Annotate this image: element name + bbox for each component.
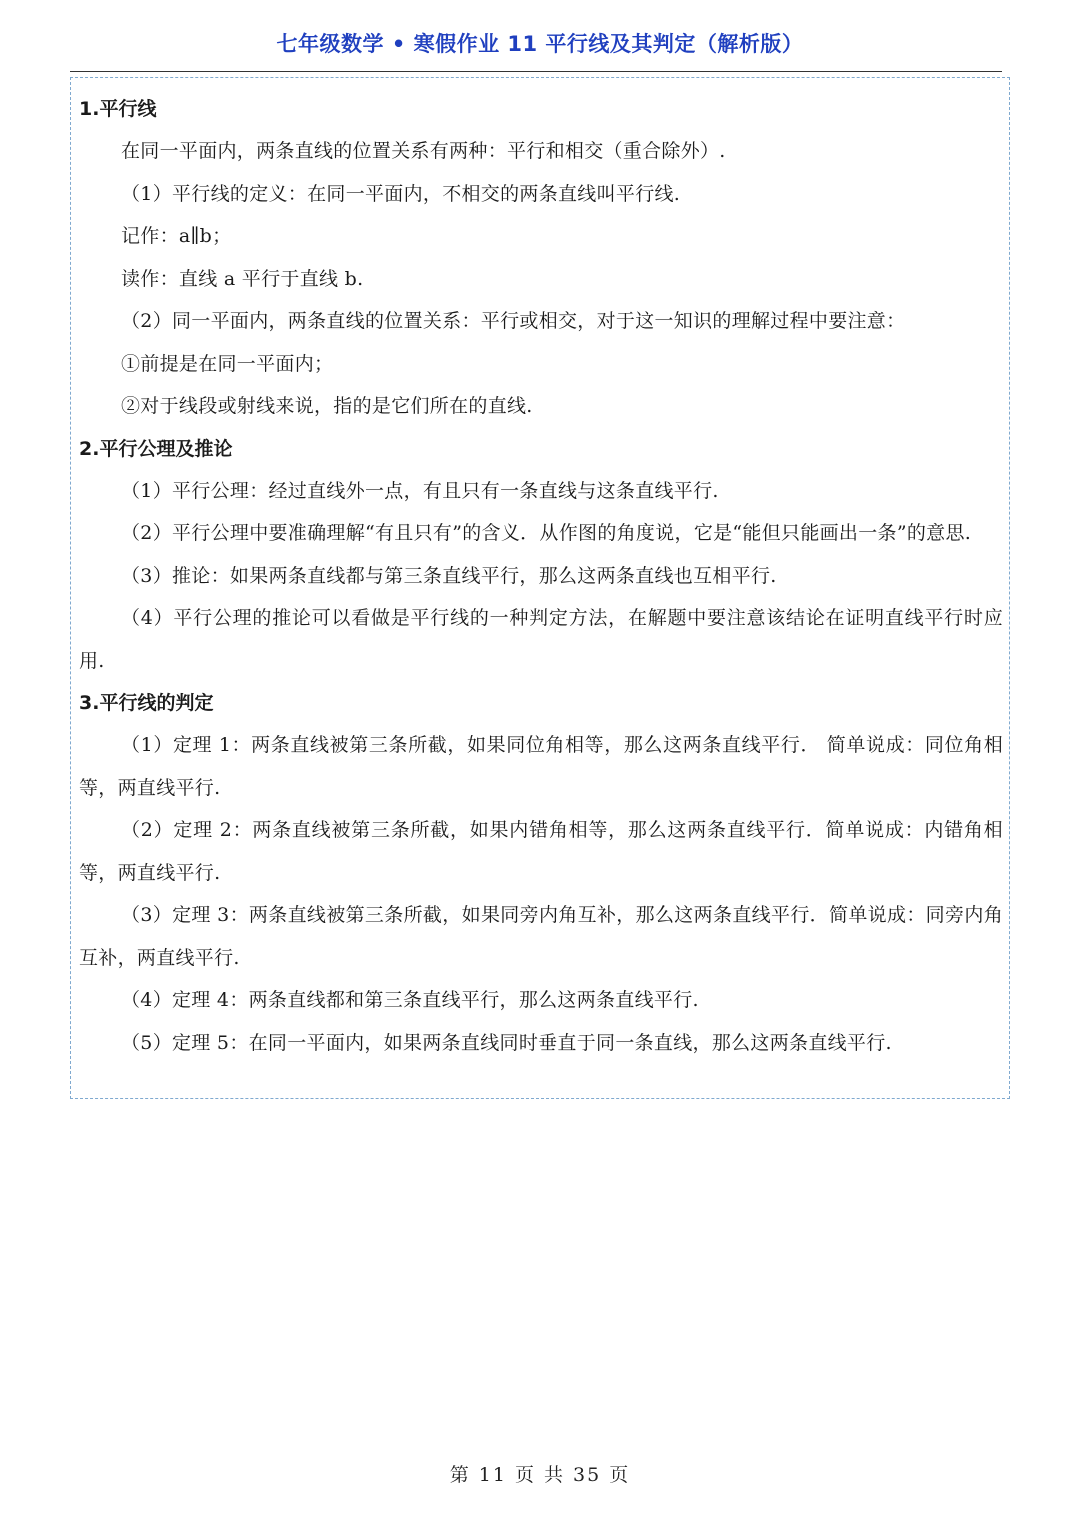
section-1-paragraph: （2）同一平面内，两条直线的位置关系：平行或相交，对于这一知识的理解过程中要注意： bbox=[121, 310, 906, 332]
section-1-paragraph: （1）平行线的定义：在同一平面内，不相交的两条直线叫平行线. bbox=[121, 182, 681, 205]
section-heading-parallel-axiom: 2.平行公理及推论 bbox=[79, 437, 233, 460]
page-number: 第 11 页 共 35 页 bbox=[449, 1464, 631, 1486]
section-1-paragraph: ②对于线段或射线来说，指的是它们所在的直线. bbox=[121, 395, 533, 417]
section-2-paragraph: （1）平行公理：经过直线外一点，有且只有一条直线与这条直线平行. bbox=[121, 479, 719, 502]
knowledge-content bbox=[79, 88, 1003, 1064]
section-3-paragraph: （3）定理 3：两条直线被第三条所截，如果同旁内角互补，那么这两条直线平行．简单说成：同旁内角互补，两直线平行. bbox=[79, 904, 1003, 969]
section-3-paragraph: （4）定理 4：两条直线都和第三条直线平行，那么这两条直线平行. bbox=[121, 989, 699, 1011]
header-divider bbox=[70, 71, 1002, 72]
section-3-paragraph: （1）定理 1：两条直线被第三条所截，如果同位角相等，那么这两条直线平行． 简单说成：同位角相等，两直线平行. bbox=[79, 734, 1003, 799]
section-1-paragraph: ①前提是在同一平面内； bbox=[121, 352, 334, 375]
section-heading-parallel-lines: 1.平行线 bbox=[79, 98, 157, 120]
page-title: 七年级数学 • 寒假作业 11 平行线及其判定（解析版） bbox=[276, 32, 804, 56]
section-2-paragraph: （2）平行公理中要准确理解“有且只有”的含义．从作图的角度说，它是“能但只能画出一条”的意思. bbox=[121, 522, 972, 544]
section-1-paragraph: 记作：a∥b； bbox=[121, 225, 232, 247]
section-2-paragraph: （4）平行公理的推论可以看做是平行线的一种判定方法，在解题中要注意该结论在证明直线平行时应用. bbox=[79, 607, 1003, 672]
section-3-paragraph: （5）定理 5：在同一平面内，如果两条直线同时垂直于同一条直线，那么这两条直线平行. bbox=[121, 1031, 892, 1054]
section-1-paragraph: 在同一平面内，两条直线的位置关系有两种：平行和相交（重合除外）. bbox=[121, 140, 726, 162]
section-3-paragraph: （2）定理 2：两条直线被第三条所截，如果内错角相等，那么这两条直线平行．简单说成：内错角相等，两直线平行. bbox=[79, 819, 1003, 884]
section-2-paragraph: （3）推论：如果两条直线都与第三条直线平行，那么这两条直线也互相平行. bbox=[121, 564, 777, 587]
knowledge-box bbox=[70, 77, 1010, 1099]
section-1-paragraph: 读作：直线 a 平行于直线 b. bbox=[121, 267, 364, 290]
section-heading-parallel-criteria: 3.平行线的判定 bbox=[79, 692, 214, 714]
